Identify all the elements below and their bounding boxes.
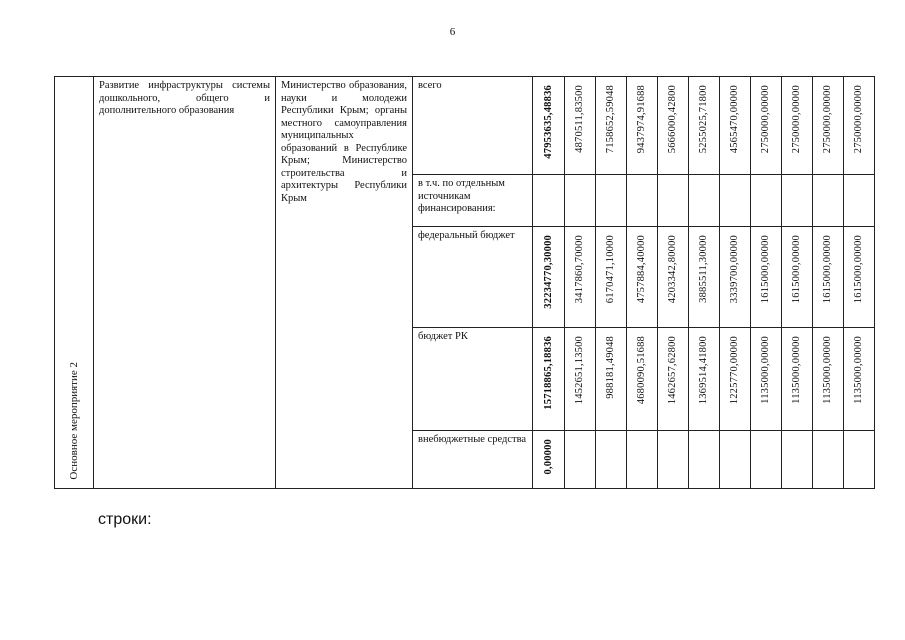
year-amount: 1462657,62800 <box>666 336 678 405</box>
year-amount: 3885511,30000 <box>697 235 709 303</box>
year-amount: 1135000,00000 <box>759 336 771 404</box>
amount-cell <box>689 328 720 431</box>
amount-cell <box>658 431 689 489</box>
amount-cell <box>813 175 844 227</box>
total-amount: 15718865,18836 <box>542 336 554 410</box>
year-amount: 3339700,00000 <box>728 235 740 304</box>
year-amount: 3417860,70000 <box>573 235 585 304</box>
amount-cell <box>627 175 658 227</box>
amount-cell <box>596 431 627 489</box>
year-amount: 2750000,00000 <box>852 85 864 154</box>
funding-source-label: внебюджетные средства <box>418 434 527 445</box>
amount-cell <box>565 175 596 227</box>
amount-cell <box>565 328 596 431</box>
year-amount: 9437974,91688 <box>635 85 647 154</box>
funding-source-cell <box>413 175 533 227</box>
amount-cell <box>751 77 782 175</box>
year-amount: 1452651,13500 <box>573 336 585 405</box>
amount-cell <box>565 77 596 175</box>
year-amount: 988181,49048 <box>604 336 616 399</box>
amount-cell <box>658 77 689 175</box>
funding-source-label: всего <box>418 80 442 91</box>
event-label: Основное мероприятие 2 <box>67 362 80 480</box>
total-amount: 47953635,48836 <box>542 85 554 159</box>
amount-cell <box>533 328 565 431</box>
year-amount: 4203342,80000 <box>666 235 678 304</box>
amount-cell <box>720 431 751 489</box>
amount-cell <box>813 431 844 489</box>
funding-source-cell <box>413 227 533 328</box>
executor-text: Министерство образования, науки и молодежи Республики Крым; органы местного самоуправления муниципальных образований в Республике Крым; Министерство строительства и архитектуры Республики Крым <box>281 80 407 204</box>
year-amount: 2750000,00000 <box>790 85 802 154</box>
amount-cell <box>596 77 627 175</box>
amount-cell <box>751 328 782 431</box>
amount-cell <box>813 77 844 175</box>
amount-cell <box>844 328 875 431</box>
amount-cell <box>844 175 875 227</box>
year-amount: 4680090,51688 <box>635 336 647 405</box>
amount-cell <box>751 227 782 328</box>
year-amount: 2750000,00000 <box>759 85 771 154</box>
amount-cell <box>596 175 627 227</box>
year-amount: 1135000,00000 <box>790 336 802 404</box>
amount-cell <box>720 175 751 227</box>
funding-row <box>55 77 875 175</box>
year-amount: 4870511,83500 <box>573 85 585 153</box>
year-amount: 6170471,10000 <box>604 235 616 304</box>
amount-cell <box>627 77 658 175</box>
amount-cell <box>565 227 596 328</box>
amount-cell <box>533 175 565 227</box>
total-amount: 32234770,30000 <box>542 235 554 309</box>
event-cell <box>55 77 94 489</box>
amount-cell <box>720 77 751 175</box>
year-amount: 1369514,41800 <box>697 336 709 405</box>
funding-source-label: в т.ч. по отдельным источникам финансирования: <box>418 178 505 214</box>
amount-cell <box>751 431 782 489</box>
executor-cell <box>276 77 413 489</box>
amount-cell <box>844 227 875 328</box>
year-amount: 1135000,00000 <box>821 336 833 404</box>
amount-cell <box>689 175 720 227</box>
activity-name-cell <box>94 77 276 489</box>
year-amount: 1225770,00000 <box>728 336 740 405</box>
year-amount: 4757884,40000 <box>635 235 647 304</box>
year-amount: 1615000,00000 <box>759 235 771 304</box>
amount-cell <box>627 227 658 328</box>
amount-cell <box>751 175 782 227</box>
amount-cell <box>689 431 720 489</box>
funding-source-cell <box>413 77 533 175</box>
amount-cell <box>782 175 813 227</box>
amount-cell <box>658 227 689 328</box>
activity-name: Развитие инфраструктуры системы дошкольного, общего и дополнительного образования <box>99 80 270 116</box>
year-amount: 1135000,00000 <box>852 336 864 404</box>
amount-cell <box>596 227 627 328</box>
funding-source-cell <box>413 328 533 431</box>
year-amount: 7158652,59048 <box>604 85 616 154</box>
amount-cell <box>813 328 844 431</box>
amount-cell <box>533 77 565 175</box>
footer-text: строки: <box>98 511 152 528</box>
amount-cell <box>782 77 813 175</box>
page-number: 6 <box>449 26 456 38</box>
year-amount: 1615000,00000 <box>790 235 802 304</box>
amount-cell <box>596 328 627 431</box>
amount-cell <box>844 77 875 175</box>
year-amount: 1615000,00000 <box>821 235 833 304</box>
amount-cell <box>533 431 565 489</box>
amount-cell <box>565 431 596 489</box>
amount-cell <box>720 328 751 431</box>
funding-source-label: федеральный бюджет <box>418 230 515 241</box>
total-amount: 0,00000 <box>542 439 554 475</box>
amount-cell <box>720 227 751 328</box>
amount-cell <box>689 77 720 175</box>
year-amount: 2750000,00000 <box>821 85 833 154</box>
year-amount: 5666000,42800 <box>666 85 678 154</box>
budget-table <box>54 76 875 489</box>
amount-cell <box>658 175 689 227</box>
amount-cell <box>813 227 844 328</box>
funding-source-label: бюджет РК <box>418 331 468 342</box>
year-amount: 4565470,00000 <box>728 85 740 154</box>
year-amount: 5255025,71800 <box>697 85 709 154</box>
amount-cell <box>627 328 658 431</box>
amount-cell <box>627 431 658 489</box>
funding-source-cell <box>413 431 533 489</box>
amount-cell <box>782 328 813 431</box>
amount-cell <box>844 431 875 489</box>
amount-cell <box>689 227 720 328</box>
amount-cell <box>782 227 813 328</box>
amount-cell <box>782 431 813 489</box>
amount-cell <box>658 328 689 431</box>
amount-cell <box>533 227 565 328</box>
year-amount: 1615000,00000 <box>852 235 864 304</box>
